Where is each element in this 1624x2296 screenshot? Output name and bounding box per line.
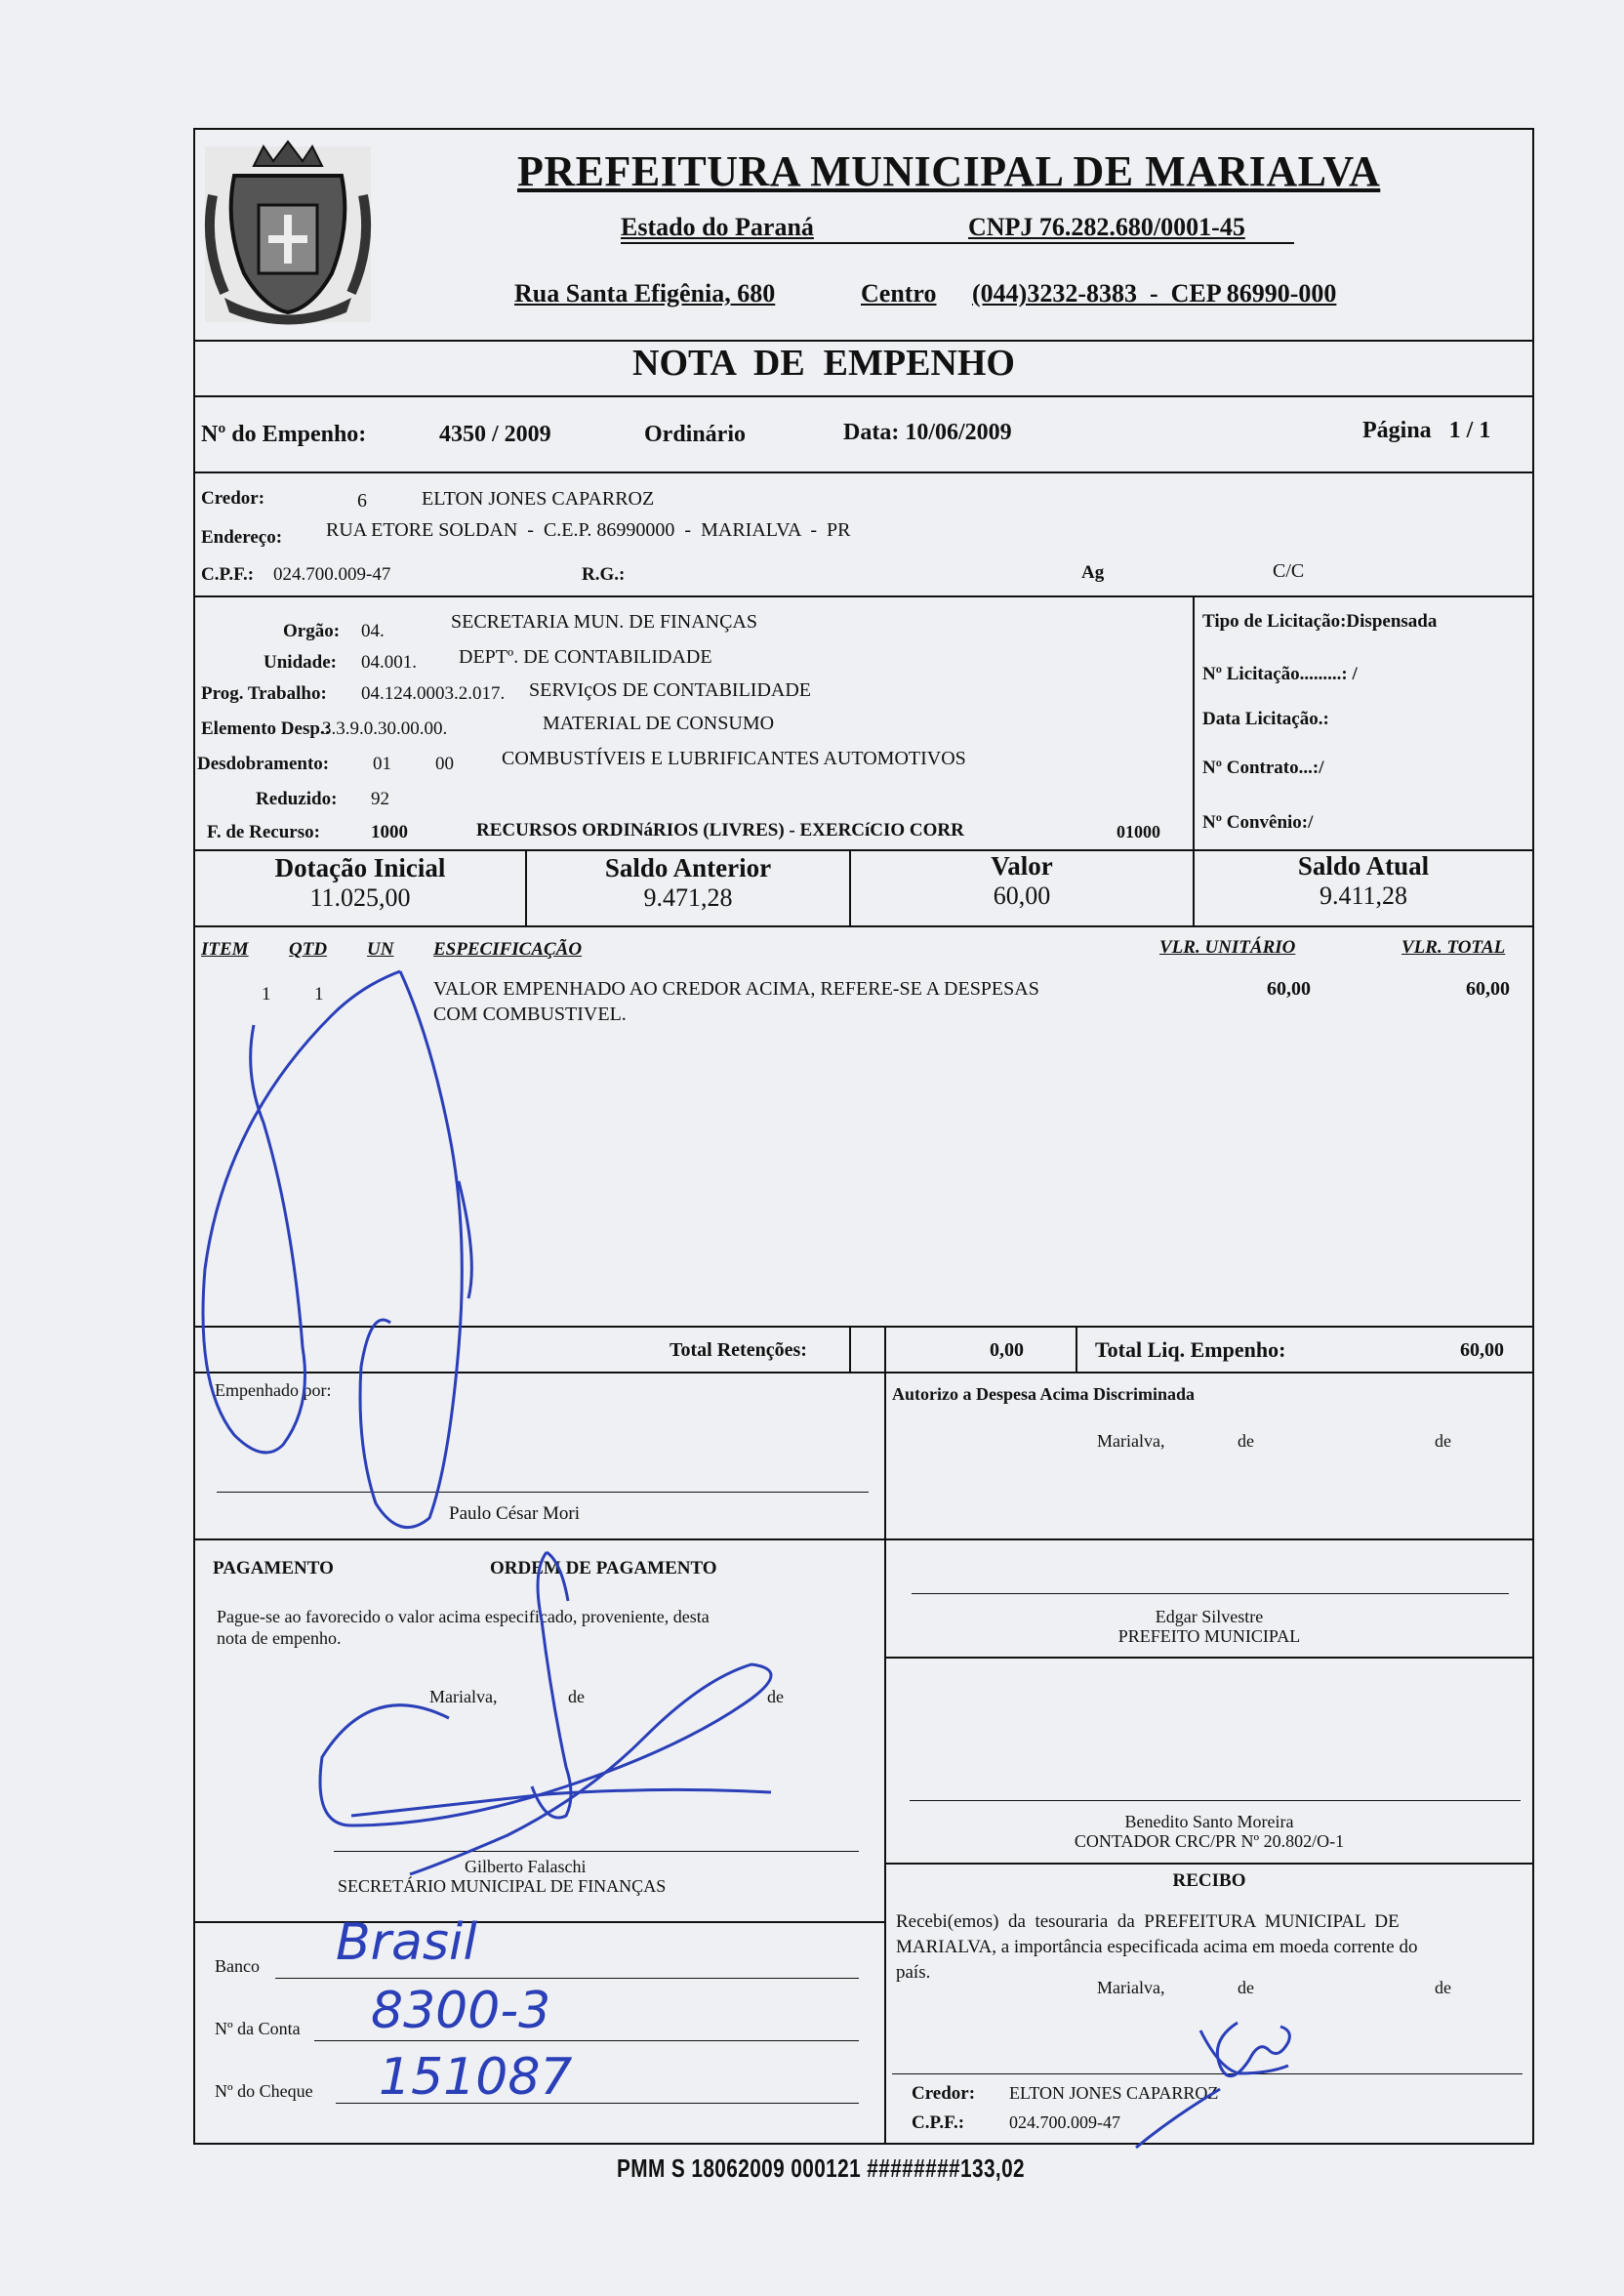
fonte-name: RECURSOS ORDINáRIOS (LIVRES) - EXERCíCIO CORR	[476, 820, 964, 840]
conta-handwritten: 8300-3	[371, 1982, 551, 2040]
recibo-text-line1: Recebi(emos) da tesouraria da PREFEITURA MUNICIPAL DE	[896, 1911, 1400, 1932]
empenho-number: 4350 / 2009	[439, 422, 551, 447]
contador-role: CONTADOR CRC/PR Nº 20.802/O-1	[1074, 1831, 1345, 1851]
total-liquido-label: Total Liq. Empenho:	[1095, 1337, 1286, 1362]
fonte-code: 1000	[371, 822, 408, 842]
payment-stamp: PMM S 18062009 000121 ########133,02	[617, 2153, 1026, 2183]
credor-name: ELTON JONES CAPARROZ	[422, 488, 655, 510]
banco-handwritten: Brasil	[336, 1913, 477, 1972]
reduzido-label: Reduzido:	[256, 789, 338, 809]
recibo-de2: de	[1435, 1978, 1451, 1997]
total-retencoes-value: 0,00	[990, 1339, 1024, 1361]
recibo-local: Marialva,	[1097, 1978, 1165, 1997]
banco-label: Banco	[215, 1956, 260, 1976]
autorizo-de1: de	[1238, 1431, 1254, 1451]
row-spec-line1: VALOR EMPENHADO AO CREDOR ACIMA, REFERE-SE A DESPESAS	[433, 978, 1039, 1000]
cheque-label: Nº do Cheque	[215, 2081, 313, 2101]
dotacao-cell	[195, 853, 525, 913]
recibo-cpf: 024.700.009-47	[1009, 2112, 1120, 2132]
state-name: Estado do Paraná	[621, 213, 814, 241]
conta-label: Nº da Conta	[215, 2019, 301, 2038]
secretario-name: Gilberto Falaschi	[465, 1857, 587, 1876]
row-vlr-total: 60,00	[1466, 978, 1510, 1000]
contador-name: Benedito Santo Moreira	[1124, 1812, 1294, 1831]
row-vlr-unitario: 60,00	[1267, 978, 1311, 1000]
orgao-name: SECRETARIA MUN. DE FINANÇAS	[451, 611, 757, 633]
district: Centro	[861, 279, 937, 308]
cheque-handwritten: 151087	[379, 2048, 573, 2107]
col-item: ITEM	[201, 939, 249, 960]
total-liquido-value: 60,00	[1460, 1339, 1504, 1361]
prog-name: SERVIçOS DE CONTABILIDADE	[529, 679, 811, 701]
empenho-date: Data: 10/06/2009	[843, 420, 1012, 445]
numero-convenio: Nº Convênio:/	[1202, 812, 1314, 833]
elemento-label: Elemento Desp.:	[201, 718, 331, 739]
saldo-anterior-label: Saldo Anterior	[604, 853, 772, 882]
phone-cep: (044)3232-8383 - CEP 86990-000	[972, 279, 1337, 308]
address: Rua Santa Efigênia, 680	[514, 279, 776, 308]
col-vlr-total: VLR. TOTAL	[1401, 937, 1506, 958]
ordem-pagamento-label: ORDEM DE PAGAMENTO	[490, 1558, 717, 1578]
pagamento-text-line1: Pague-se ao favorecido o valor acima especificado, proveniente, desta	[217, 1607, 710, 1626]
city-title: PREFEITURA MUNICIPAL DE MARIALVA	[517, 147, 1381, 195]
ag-label: Ag	[1081, 562, 1105, 583]
orgao-label: Orgão:	[283, 621, 341, 641]
empenho-label: Nº do Empenho:	[201, 422, 367, 447]
recibo-title: RECIBO	[1172, 1870, 1246, 1891]
pagamento-local: Marialva,	[429, 1687, 498, 1706]
row-qtd: 1	[314, 984, 324, 1004]
credor-cpf: 024.700.009-47	[273, 564, 391, 585]
saldo-atual-cell	[1195, 851, 1532, 911]
cpf-label: C.P.F.:	[201, 564, 255, 585]
saldo-atual-label: Saldo Atual	[1297, 851, 1430, 881]
prefeito-name: Edgar Silvestre	[1155, 1607, 1264, 1626]
autorizo-de2: de	[1435, 1431, 1451, 1451]
prog-code: 04.124.0003.2.017.	[361, 683, 506, 704]
cnpj: CNPJ 76.282.680/0001-45	[968, 213, 1245, 241]
desdobramento-b: 00	[435, 754, 454, 774]
tipo-licitacao: Tipo de Licitação:Dispensada	[1202, 611, 1438, 632]
row-spec-line2: COM COMBUSTIVEL.	[433, 1004, 627, 1025]
empenhado-por-name: Paulo César Mori	[449, 1503, 581, 1524]
valor-label: Valor	[991, 851, 1053, 881]
row-item: 1	[262, 984, 271, 1004]
total-retencoes-label: Total Retenções:	[670, 1339, 807, 1361]
valor-cell	[851, 851, 1193, 911]
desdobramento-name: COMBUSTÍVEIS E LUBRIFICANTES AUTOMOTIVOS	[502, 748, 966, 769]
unidade-label: Unidade:	[264, 652, 337, 673]
pagamento-text-line2: nota de empenho.	[217, 1628, 342, 1648]
valor-value: 60,00	[993, 882, 1051, 910]
recibo-cpf-label: C.P.F.:	[912, 2112, 965, 2133]
secretario-role: SECRETÁRIO MUNICIPAL DE FINANÇAS	[338, 1876, 667, 1896]
recibo-credor-name: ELTON JONES CAPARROZ	[1009, 2083, 1219, 2103]
autorizo-local: Marialva,	[1097, 1431, 1165, 1451]
saldo-anterior-cell	[527, 853, 849, 913]
numero-licitacao: Nº Licitação.........: /	[1202, 664, 1358, 684]
unidade-code: 04.001.	[361, 652, 417, 673]
reduzido-code: 92	[371, 789, 389, 809]
fonte-label: F. de Recurso:	[207, 822, 320, 842]
page-number: Página 1 / 1	[1362, 418, 1491, 443]
recibo-de1: de	[1238, 1978, 1254, 1997]
desdobramento-label: Desdobramento:	[197, 754, 330, 774]
saldo-anterior-value: 9.471,28	[643, 883, 733, 912]
credor-label: Credor:	[201, 488, 265, 509]
col-especificacao: ESPECIFICAÇÃO	[433, 939, 583, 960]
empenhado-por-label: Empenhado por:	[215, 1380, 332, 1400]
document-title: NOTA DE EMPENHO	[632, 343, 1015, 384]
dotacao-label: Dotação Inicial	[274, 853, 446, 882]
cc-label: C/C	[1273, 560, 1305, 582]
col-qtd: QTD	[289, 939, 328, 960]
elemento-code: 3.3.9.0.30.00.00.	[322, 718, 448, 739]
endereco-label: Endereço:	[201, 527, 283, 548]
credor-address: RUA ETORE SOLDAN - C.E.P. 86990000 - MARIALVA - PR	[326, 519, 851, 541]
credor-code: 6	[357, 490, 367, 512]
data-licitacao: Data Licitação.:	[1202, 709, 1329, 729]
desdobramento-a: 01	[373, 754, 391, 774]
saldo-atual-value: 9.411,28	[1319, 882, 1408, 910]
fonte-number: 01000	[1116, 822, 1160, 841]
rg-label: R.G.:	[582, 564, 626, 585]
empenho-type: Ordinário	[644, 422, 747, 447]
coat-of-arms-icon	[195, 137, 381, 332]
recibo-text-line3: país.	[896, 1962, 931, 1983]
col-vlr-unitario: VLR. UNITÁRIO	[1159, 937, 1296, 958]
pagamento-label: PAGAMENTO	[213, 1558, 334, 1578]
dotacao-value: 11.025,00	[309, 883, 411, 912]
pagamento-de2: de	[767, 1687, 784, 1706]
numero-contrato: Nº Contrato...:/	[1202, 758, 1324, 778]
prog-label: Prog. Trabalho:	[201, 683, 327, 704]
recibo-text-line2: MARIALVA, a importância especificada acima em moeda corrente do	[896, 1937, 1418, 1957]
prefeito-role: PREFEITO MUNICIPAL	[1117, 1626, 1301, 1646]
elemento-name: MATERIAL DE CONSUMO	[543, 713, 775, 734]
orgao-code: 04.	[361, 621, 385, 641]
unidade-name: DEPTº. DE CONTABILIDADE	[459, 646, 712, 668]
pagamento-de1: de	[568, 1687, 585, 1706]
autorizo-text: Autorizo a Despesa Acima Discriminada	[892, 1384, 1195, 1404]
col-un: UN	[367, 939, 394, 960]
recibo-credor-label: Credor:	[912, 2083, 976, 2104]
